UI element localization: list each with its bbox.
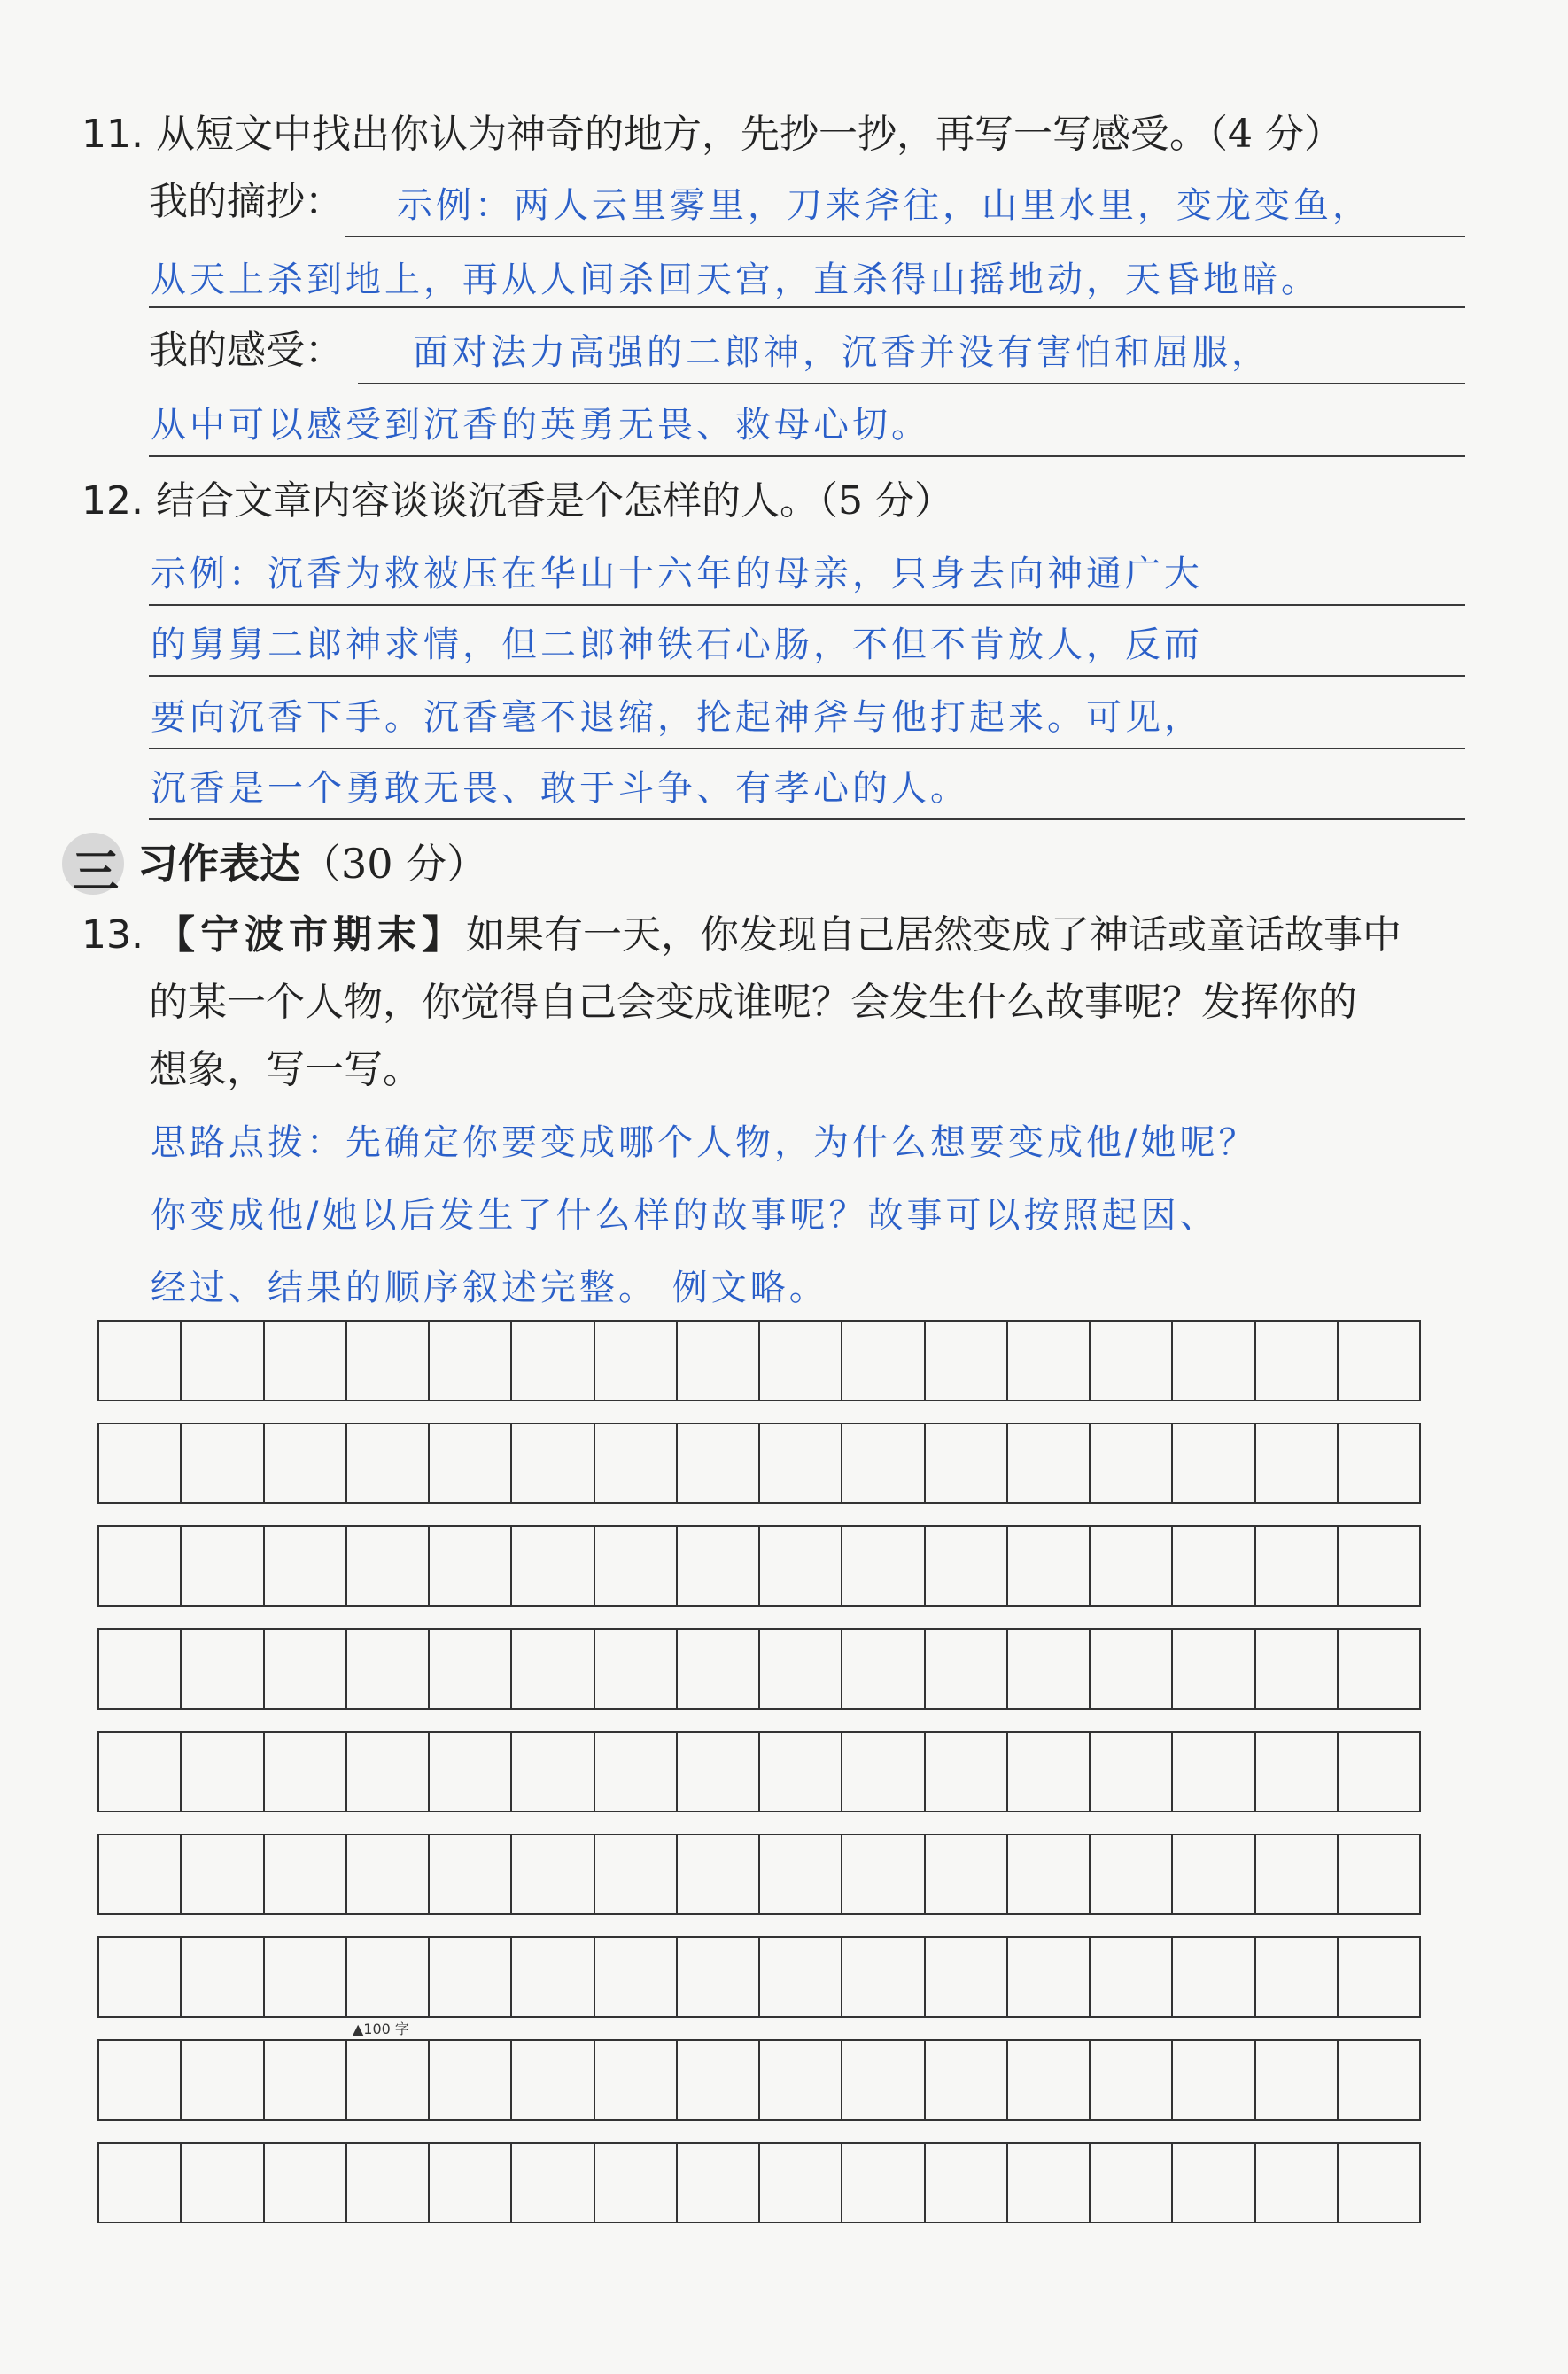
grid-cell[interactable] [347, 2041, 430, 2119]
q12-ans-line1: 示例：沉香为救被压在华山十六年的母亲，只身去向神通广大 [151, 554, 1203, 594]
answer-line [149, 306, 1465, 308]
grid-cell[interactable] [99, 1835, 182, 1913]
grid-cell[interactable] [265, 1322, 347, 1400]
grid-cell[interactable] [1256, 1527, 1339, 1605]
grid-cell[interactable] [678, 1322, 760, 1400]
grid-cell[interactable] [1173, 1527, 1255, 1605]
q11-prompt-text: 从短文中找出你认为神奇的地方，先抄一抄，再写一写感受。（4 分） [155, 112, 1343, 157]
grid-cell[interactable] [182, 1527, 264, 1605]
grid-cell[interactable] [347, 1322, 430, 1400]
q11-number: 11. [82, 112, 144, 157]
grid-cell[interactable] [347, 1733, 430, 1811]
grid-cell[interactable] [1173, 2144, 1255, 2222]
section-score: （30 分） [300, 840, 488, 888]
section-title-text: 习作表达 [137, 840, 300, 888]
q12-ans-line3: 要向沉香下手。沉香毫不退缩，抡起神斧与他打起来。可见， [151, 697, 1203, 738]
grid-cell[interactable] [265, 2041, 347, 2119]
answer-line [345, 236, 1465, 237]
grid-cell[interactable] [926, 1424, 1008, 1502]
grid-cell[interactable] [1008, 1835, 1091, 1913]
q13-prompt-line2: 的某一个人物，你觉得自己会变成谁呢？会发生什么故事呢？发挥你的 [149, 980, 1357, 1025]
grid-cell[interactable] [182, 2144, 264, 2222]
grid-cell[interactable] [595, 1630, 678, 1708]
grid-cell[interactable] [842, 1527, 925, 1605]
grid-row [97, 2142, 1421, 2223]
grid-cell[interactable] [678, 1424, 760, 1502]
grid-row [97, 1936, 1421, 2018]
grid-cell[interactable] [1091, 1733, 1173, 1811]
grid-cell[interactable] [430, 1630, 512, 1708]
grid-cell[interactable] [182, 1424, 264, 1502]
grid-cell[interactable] [512, 1322, 594, 1400]
grid-cell[interactable] [1008, 2144, 1091, 2222]
grid-cell[interactable] [595, 1527, 678, 1605]
grid-cell[interactable] [347, 1630, 430, 1708]
section-number-icon: 三 [62, 833, 124, 895]
grid-cell[interactable] [1256, 2041, 1339, 2119]
answer-line [149, 455, 1465, 457]
grid-cell[interactable] [265, 1527, 347, 1605]
grid-cell[interactable] [430, 1424, 512, 1502]
q12-prompt-text: 结合文章内容谈谈沉香是个怎样的人。（5 分） [155, 478, 953, 524]
grid-row [97, 1320, 1421, 1401]
grid-cell[interactable] [678, 2144, 760, 2222]
q13-number: 13. [82, 912, 144, 958]
grid-cell[interactable] [1256, 1322, 1339, 1400]
grid-cell[interactable] [678, 1527, 760, 1605]
grid-cell[interactable] [512, 2144, 594, 2222]
grid-cell[interactable] [1339, 2041, 1419, 2119]
grid-cell[interactable] [1008, 1938, 1091, 2016]
grid-row [97, 1423, 1421, 1504]
grid-cell[interactable] [512, 1630, 594, 1708]
grid-cell[interactable] [1173, 1630, 1255, 1708]
grid-cell[interactable] [1173, 1835, 1255, 1913]
grid-cell[interactable] [347, 1527, 430, 1605]
q12-prompt [82, 475, 953, 528]
grid-cell[interactable] [842, 1938, 925, 2016]
grid-cell[interactable] [1339, 1322, 1419, 1400]
answer-line [149, 748, 1465, 749]
q11-copy-line1: 示例：两人云里雾里，刀来斧往，山里水里，变龙变鱼， [397, 185, 1371, 226]
grid-cell[interactable] [760, 1322, 842, 1400]
grid-cell[interactable] [926, 1630, 1008, 1708]
grid-cell[interactable] [842, 1630, 925, 1708]
grid-cell[interactable] [1173, 1322, 1255, 1400]
q11-prompt [82, 108, 1343, 161]
answer-line [358, 383, 1465, 384]
grid-cell[interactable] [1256, 1424, 1339, 1502]
grid-cell[interactable] [595, 2144, 678, 2222]
grid-cell[interactable] [842, 1424, 925, 1502]
q13-prompt-line3: 想象，写一写。 [149, 1047, 422, 1092]
grid-cell[interactable] [182, 2041, 264, 2119]
grid-cell[interactable] [1008, 1424, 1091, 1502]
grid-cell[interactable] [347, 2144, 430, 2222]
grid-cell[interactable] [265, 2144, 347, 2222]
grid-cell[interactable] [1256, 1733, 1339, 1811]
answer-line [149, 818, 1465, 820]
grid-cell[interactable] [430, 1733, 512, 1811]
grid-cell[interactable] [1256, 2144, 1339, 2222]
grid-cell[interactable] [842, 1733, 925, 1811]
grid-cell[interactable] [265, 1835, 347, 1913]
grid-cell[interactable] [1339, 1835, 1419, 1913]
grid-cell[interactable] [842, 2144, 925, 2222]
grid-cell[interactable] [842, 1322, 925, 1400]
q11-feel-line1: 面对法力高强的二郎神，沉香并没有害怕和屈服， [413, 332, 1270, 373]
word-count-marker: ▲100 字 [353, 2021, 409, 2037]
q11-copy-label: 我的摘抄： [149, 179, 344, 224]
grid-cell[interactable] [926, 1733, 1008, 1811]
grid-cell[interactable] [1008, 2041, 1091, 2119]
grid-cell[interactable] [1091, 1630, 1173, 1708]
grid-cell[interactable] [1091, 2041, 1173, 2119]
grid-cell[interactable] [347, 1424, 430, 1502]
grid-cell[interactable] [1008, 1630, 1091, 1708]
grid-cell[interactable] [182, 1733, 264, 1811]
grid-cell[interactable] [1008, 1322, 1091, 1400]
grid-cell[interactable] [595, 1733, 678, 1811]
grid-row [97, 1628, 1421, 1710]
grid-cell[interactable] [1008, 1527, 1091, 1605]
grid-cell[interactable] [99, 2041, 182, 2119]
grid-cell[interactable] [430, 2041, 512, 2119]
grid-cell[interactable] [99, 1322, 182, 1400]
grid-row [97, 2039, 1421, 2121]
grid-cell[interactable] [512, 1424, 594, 1502]
grid-cell[interactable] [1091, 1424, 1173, 1502]
grid-cell[interactable] [678, 1938, 760, 2016]
q12-ans-line4: 沉香是一个勇敢无畏、敢于斗争、有孝心的人。 [151, 768, 969, 809]
grid-cell[interactable] [512, 1733, 594, 1811]
q13-prompt [82, 909, 1401, 962]
q11-feel-label: 我的感受： [149, 328, 344, 373]
q13-hint-line2: 你变成他/她以后发生了什么样的故事呢？故事可以按照起因、 [151, 1195, 1219, 1236]
grid-cell[interactable] [430, 1322, 512, 1400]
grid-cell[interactable] [1173, 1733, 1255, 1811]
section-title [137, 837, 487, 890]
grid-cell[interactable] [1339, 1630, 1419, 1708]
grid-cell[interactable] [926, 1322, 1008, 1400]
grid-cell[interactable] [430, 1938, 512, 2016]
grid-cell[interactable] [595, 1938, 678, 2016]
grid-cell[interactable] [265, 1424, 347, 1502]
grid-cell[interactable] [678, 1630, 760, 1708]
q13-hint-line3: 经过、结果的顺序叙述完整。 例文略。 [151, 1268, 828, 1308]
grid-cell[interactable] [265, 1630, 347, 1708]
q13-source-tag: 【宁波市期末】 [155, 912, 466, 958]
grid-cell[interactable] [347, 1938, 430, 2016]
grid-cell[interactable] [760, 1835, 842, 1913]
grid-cell[interactable] [430, 1835, 512, 1913]
grid-cell[interactable] [512, 1938, 594, 2016]
grid-cell[interactable] [347, 1835, 430, 1913]
grid-cell[interactable] [595, 1424, 678, 1502]
grid-cell[interactable] [842, 1835, 925, 1913]
grid-cell[interactable] [99, 2144, 182, 2222]
grid-cell[interactable] [926, 1835, 1008, 1913]
grid-cell[interactable] [595, 2041, 678, 2119]
grid-row [97, 1731, 1421, 1812]
grid-cell[interactable] [182, 1835, 264, 1913]
answer-line [149, 675, 1465, 677]
grid-cell[interactable] [1091, 2144, 1173, 2222]
grid-cell[interactable] [1256, 1835, 1339, 1913]
grid-cell[interactable] [1091, 1835, 1173, 1913]
grid-cell[interactable] [760, 1733, 842, 1811]
grid-cell[interactable] [1091, 1322, 1173, 1400]
q11-copy-line2: 从天上杀到地上，再从人间杀回天宫，直杀得山摇地动，天昏地暗。 [151, 260, 1320, 300]
grid-cell[interactable] [182, 1630, 264, 1708]
grid-cell[interactable] [1339, 2144, 1419, 2222]
grid-cell[interactable] [99, 1938, 182, 2016]
grid-cell[interactable] [182, 1938, 264, 2016]
q13-hint-line1: 思路点拨：先确定你要变成哪个人物，为什么想要变成他/她呢？ [151, 1122, 1258, 1163]
grid-cell[interactable] [760, 1424, 842, 1502]
q12-ans-line2: 的舅舅二郎神求情，但二郎神铁石心肠，不但不肯放人，反而 [151, 625, 1203, 665]
grid-cell[interactable] [430, 1527, 512, 1605]
grid-cell[interactable] [1173, 1424, 1255, 1502]
grid-cell[interactable] [182, 1322, 264, 1400]
answer-line [149, 604, 1465, 606]
grid-cell[interactable] [760, 1938, 842, 2016]
grid-cell[interactable] [99, 1424, 182, 1502]
q12-number: 12. [82, 478, 144, 524]
grid-cell[interactable] [842, 2041, 925, 2119]
q11-feel-line2: 从中可以感受到沉香的英勇无畏、救母心切。 [151, 405, 930, 446]
grid-cell[interactable] [926, 2144, 1008, 2222]
grid-cell[interactable] [430, 2144, 512, 2222]
grid-row [97, 1525, 1421, 1607]
grid-cell[interactable] [1256, 1938, 1339, 2016]
grid-cell[interactable] [512, 2041, 594, 2119]
grid-cell[interactable] [678, 1835, 760, 1913]
q13-prompt-line1: 如果有一天，你发现自己居然变成了神话或童话故事中 [465, 912, 1401, 958]
grid-cell[interactable] [926, 1938, 1008, 2016]
grid-cell[interactable] [595, 1835, 678, 1913]
grid-cell[interactable] [760, 2041, 842, 2119]
grid-cell[interactable] [678, 1733, 760, 1811]
grid-cell[interactable] [1339, 1424, 1419, 1502]
grid-cell[interactable] [760, 2144, 842, 2222]
grid-cell[interactable] [265, 1938, 347, 2016]
grid-cell[interactable] [99, 1527, 182, 1605]
grid-cell[interactable] [678, 2041, 760, 2119]
grid-cell[interactable] [512, 1835, 594, 1913]
grid-cell[interactable] [1008, 1733, 1091, 1811]
grid-cell[interactable] [1339, 1733, 1419, 1811]
grid-cell[interactable] [1256, 1630, 1339, 1708]
grid-cell[interactable] [1091, 1527, 1173, 1605]
grid-cell[interactable] [1173, 2041, 1255, 2119]
grid-cell[interactable] [760, 1630, 842, 1708]
grid-cell[interactable] [265, 1733, 347, 1811]
grid-cell[interactable] [595, 1322, 678, 1400]
grid-cell[interactable] [1173, 1938, 1255, 2016]
grid-cell[interactable] [99, 1630, 182, 1708]
grid-cell[interactable] [1339, 1938, 1419, 2016]
grid-cell[interactable] [926, 2041, 1008, 2119]
grid-cell[interactable] [99, 1733, 182, 1811]
grid-cell[interactable] [926, 1527, 1008, 1605]
grid-cell[interactable] [1091, 1938, 1173, 2016]
grid-cell[interactable] [760, 1527, 842, 1605]
grid-row [97, 1834, 1421, 1915]
grid-cell[interactable] [1339, 1527, 1419, 1605]
grid-cell[interactable] [512, 1527, 594, 1605]
